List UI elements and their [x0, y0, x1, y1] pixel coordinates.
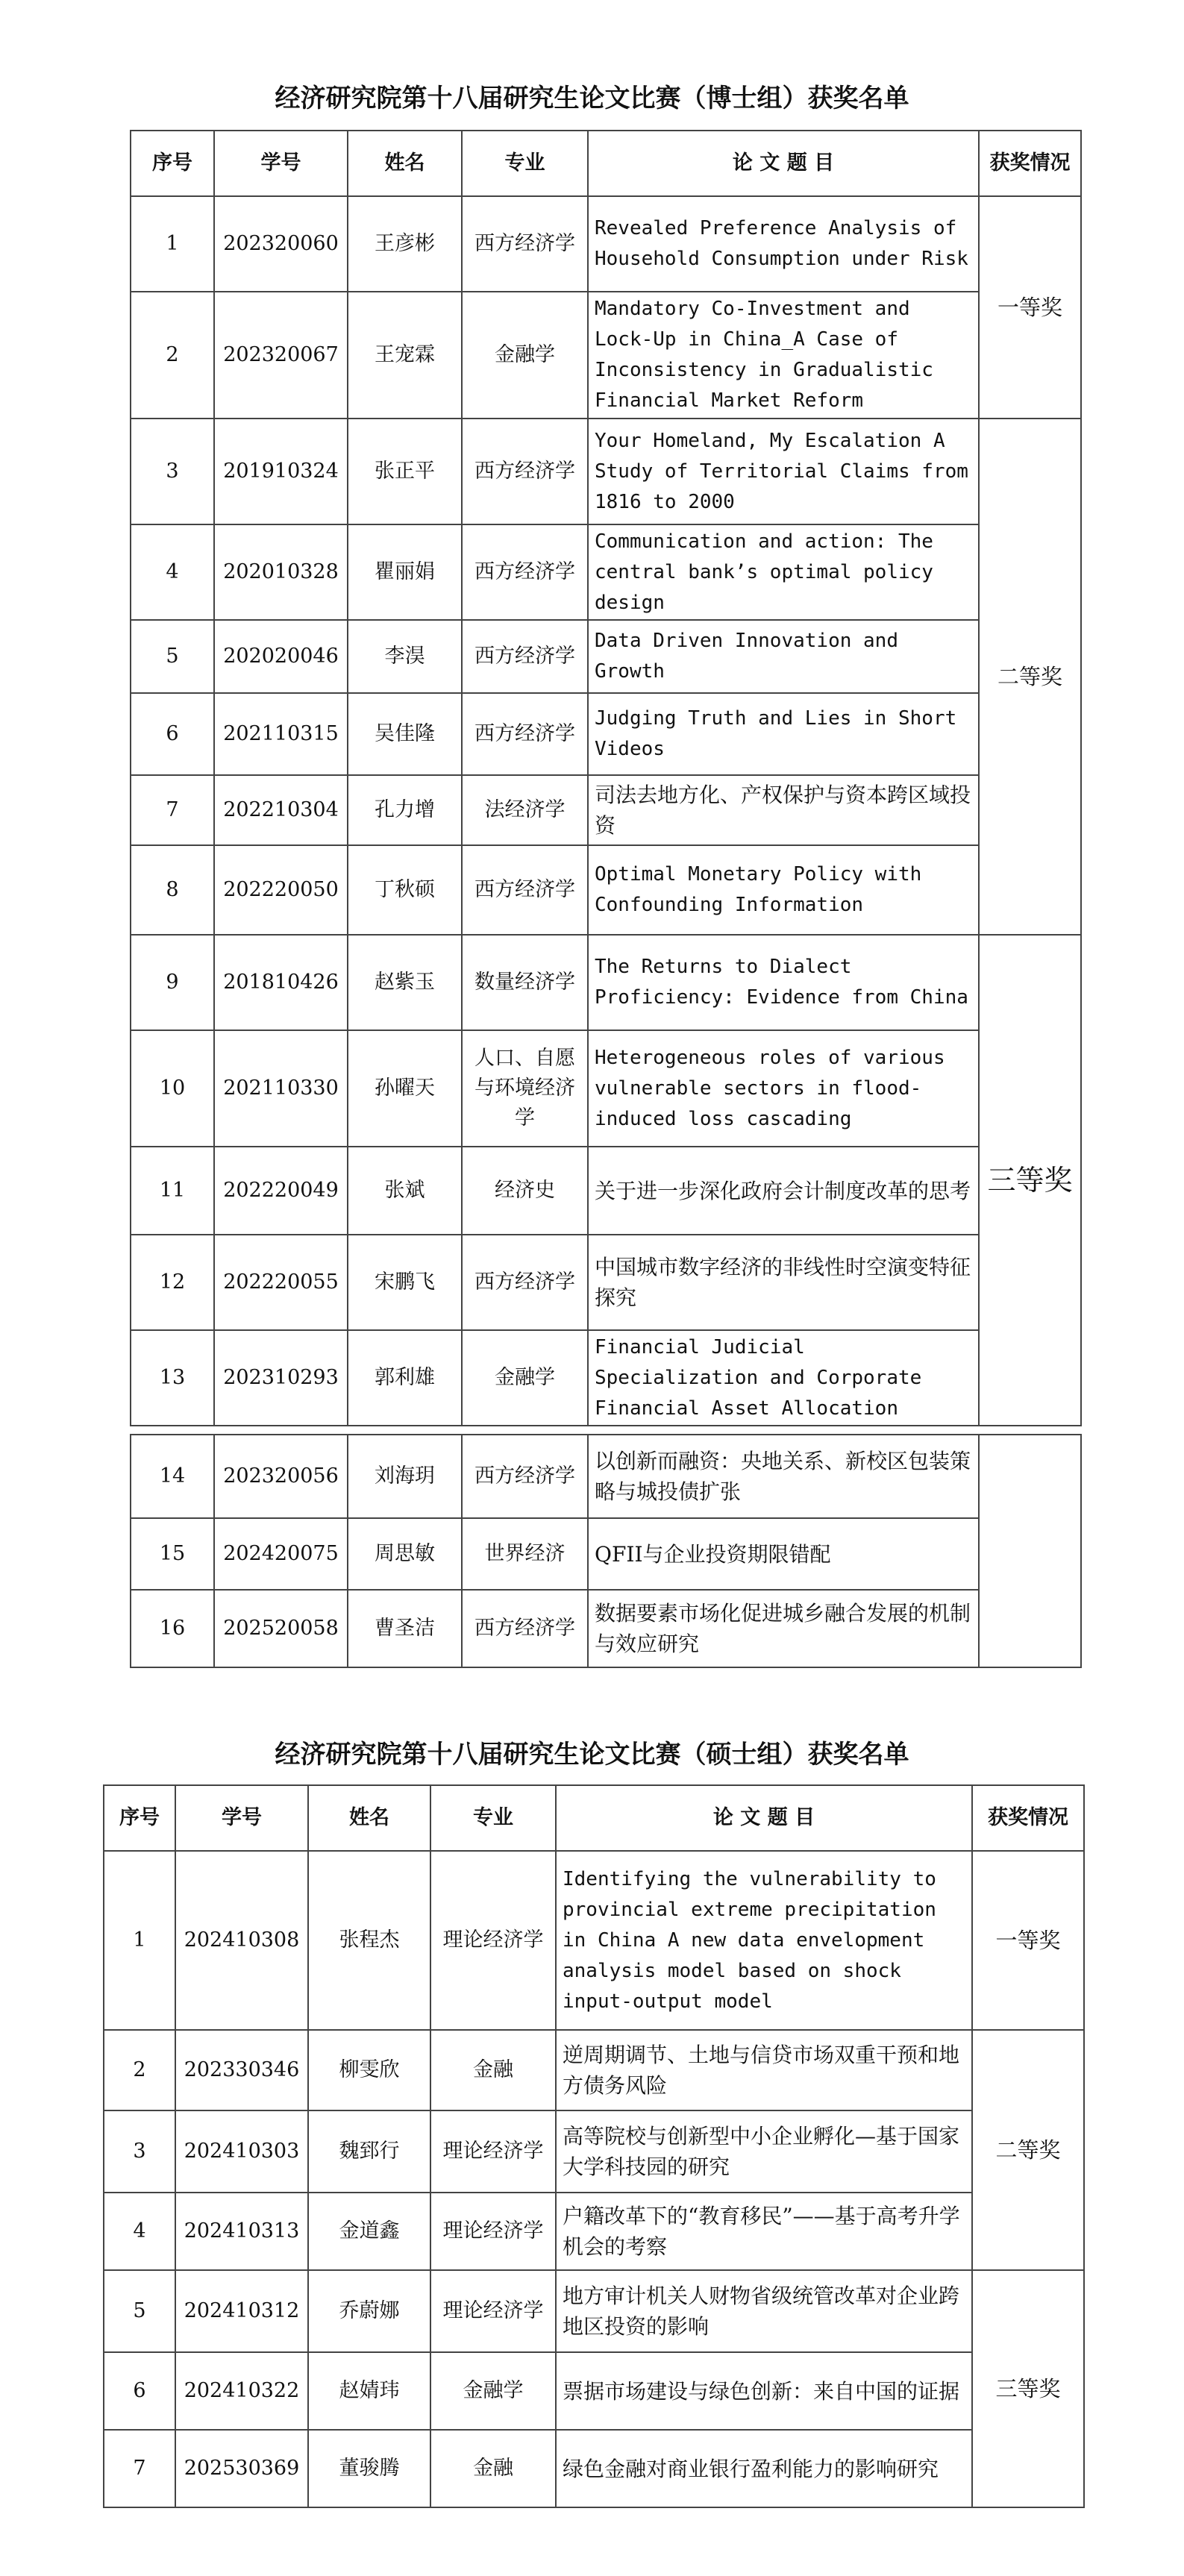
row-paper: 以创新而融资：央地关系、新校区包装策略与城投债扩张 — [588, 1435, 979, 1518]
row-paper: 司法去地方化、产权保护与资本跨区域投资 — [588, 775, 979, 845]
row-major: 金融学 — [462, 1330, 588, 1426]
row-major: 西方经济学 — [462, 620, 588, 693]
row-major: 西方经济学 — [462, 196, 588, 292]
row-name: 张程杰 — [308, 1851, 430, 2030]
row-major: 西方经济学 — [462, 1435, 588, 1518]
row-name: 柳雯欣 — [308, 2030, 430, 2110]
table-row — [131, 1590, 1081, 1667]
row-name: 孔力增 — [348, 775, 462, 845]
header-name: 姓名 — [308, 1785, 430, 1851]
row-student-id: 202020046 — [214, 620, 348, 693]
row-name: 宋鹏飞 — [348, 1235, 462, 1330]
table-row — [131, 693, 1081, 775]
master-header-row — [104, 1785, 1084, 1851]
row-paper: 户籍改革下的“教育移民”——基于高考升学机会的考察 — [556, 2193, 972, 2270]
gap-cell — [131, 1426, 1081, 1435]
row-student-id: 202320056 — [214, 1435, 348, 1518]
table-row — [131, 524, 1081, 620]
row-student-id: 202220050 — [214, 845, 348, 935]
row-paper: QFII与企业投资期限错配 — [588, 1518, 979, 1590]
row-paper: 逆周期调节、土地与信贷市场双重干预和地方债务风险 — [556, 2030, 972, 2110]
table-row — [131, 1435, 1081, 1518]
row-major: 西方经济学 — [462, 693, 588, 775]
row-student-id: 202220049 — [214, 1147, 348, 1235]
row-major: 经济史 — [462, 1147, 588, 1235]
row-student-id: 201910324 — [214, 419, 348, 524]
row-student-id: 202530369 — [175, 2430, 308, 2507]
row-no: 6 — [131, 693, 214, 775]
row-paper: Communication and action: The central bank’s optimal policy design — [588, 524, 979, 620]
row-major: 西方经济学 — [462, 1235, 588, 1330]
row-no: 9 — [131, 935, 214, 1030]
row-no: 1 — [131, 196, 214, 292]
row-name: 赵婧玮 — [308, 2352, 430, 2430]
header-no: 序号 — [131, 131, 214, 196]
row-student-id: 202010328 — [214, 524, 348, 620]
row-student-id: 202310293 — [214, 1330, 348, 1426]
row-no: 5 — [104, 2270, 175, 2352]
row-no: 11 — [131, 1147, 214, 1235]
row-no: 13 — [131, 1330, 214, 1426]
row-no: 4 — [131, 524, 214, 620]
row-major: 理论经济学 — [430, 2193, 556, 2270]
award-first: 一等奖 — [979, 196, 1081, 419]
row-name: 张斌 — [348, 1147, 462, 1235]
row-student-id: 202320067 — [214, 292, 348, 419]
row-student-id: 202410313 — [175, 2193, 308, 2270]
table-row — [131, 620, 1081, 693]
header-name: 姓名 — [348, 131, 462, 196]
phd-award-table — [130, 130, 1082, 1668]
row-paper: 关于进一步深化政府会计制度改革的思考 — [588, 1147, 979, 1235]
row-paper: 绿色金融对商业银行盈利能力的影响研究 — [556, 2430, 972, 2507]
row-major: 金融 — [430, 2430, 556, 2507]
row-no: 1 — [104, 1851, 175, 2030]
row-student-id: 202320060 — [214, 196, 348, 292]
row-name: 王宠霖 — [348, 292, 462, 419]
table-row — [131, 845, 1081, 935]
row-no: 8 — [131, 845, 214, 935]
row-student-id: 202110330 — [214, 1030, 348, 1147]
row-no: 7 — [131, 775, 214, 845]
row-paper: 高等院校与创新型中小企业孵化—基于国家大学科技园的研究 — [556, 2110, 972, 2193]
row-no: 10 — [131, 1030, 214, 1147]
header-paper: 论 文 题 目 — [556, 1785, 972, 1851]
row-major: 理论经济学 — [430, 2270, 556, 2352]
table-row — [104, 2352, 1084, 2430]
row-major: 法经济学 — [462, 775, 588, 845]
award-third: 三等奖 — [979, 935, 1081, 1426]
table-row — [131, 292, 1081, 419]
row-paper: The Returns to Dialect Proficiency: Evidence from China — [588, 935, 979, 1030]
row-major: 西方经济学 — [462, 845, 588, 935]
table-row — [131, 1330, 1081, 1426]
row-student-id: 202220055 — [214, 1235, 348, 1330]
row-no: 6 — [104, 2352, 175, 2430]
award-first: 一等奖 — [972, 1851, 1084, 2030]
row-major: 理论经济学 — [430, 1851, 556, 2030]
row-name: 金道鑫 — [308, 2193, 430, 2270]
row-name: 王彦彬 — [348, 196, 462, 292]
row-no: 2 — [104, 2030, 175, 2110]
header-no: 序号 — [104, 1785, 175, 1851]
row-student-id: 202410312 — [175, 2270, 308, 2352]
row-name: 乔蔚娜 — [308, 2270, 430, 2352]
row-paper: Mandatory Co-Investment and Lock-Up in China_A Case of Inconsistency in Gradualistic Financial Market Reform — [588, 292, 979, 419]
row-paper: Heterogeneous roles of various vulnerable sectors in flood-induced loss cascading — [588, 1030, 979, 1147]
row-no: 7 — [104, 2430, 175, 2507]
row-major: 数量经济学 — [462, 935, 588, 1030]
table-row — [104, 1851, 1084, 2030]
table-row — [104, 2110, 1084, 2193]
row-name: 董骏腾 — [308, 2430, 430, 2507]
table-row — [104, 2270, 1084, 2352]
row-paper: Optimal Monetary Policy with Confounding Information — [588, 845, 979, 935]
table-row — [131, 1235, 1081, 1330]
award-empty — [979, 1435, 1081, 1667]
header-id: 学号 — [175, 1785, 308, 1851]
header-award: 获奖情况 — [972, 1785, 1084, 1851]
row-student-id: 202330346 — [175, 2030, 308, 2110]
table-row — [104, 2430, 1084, 2507]
header-id: 学号 — [214, 131, 348, 196]
header-paper: 论 文 题 目 — [588, 131, 979, 196]
row-paper: 数据要素市场化促进城乡融合发展的机制与效应研究 — [588, 1590, 979, 1667]
row-student-id: 202520058 — [214, 1590, 348, 1667]
award-second: 二等奖 — [979, 419, 1081, 935]
row-major: 西方经济学 — [462, 419, 588, 524]
row-name: 瞿丽娟 — [348, 524, 462, 620]
table-row — [104, 2030, 1084, 2110]
row-major: 西方经济学 — [462, 1590, 588, 1667]
table-row — [131, 935, 1081, 1030]
row-student-id: 202110315 — [214, 693, 348, 775]
row-paper: 票据市场建设与绿色创新：来自中国的证据 — [556, 2352, 972, 2430]
header-award: 获奖情况 — [979, 131, 1081, 196]
phd-header-row — [131, 131, 1081, 196]
table-row — [131, 196, 1081, 292]
award-third: 三等奖 — [972, 2270, 1084, 2507]
row-major: 西方经济学 — [462, 524, 588, 620]
row-major: 世界经济 — [462, 1518, 588, 1590]
row-paper: 地方审计机关人财物省级统管改革对企业跨地区投资的影响 — [556, 2270, 972, 2352]
row-student-id: 202410322 — [175, 2352, 308, 2430]
row-paper: 中国城市数字经济的非线性时空演变特征探究 — [588, 1235, 979, 1330]
row-paper: Data Driven Innovation and Growth — [588, 620, 979, 693]
row-no: 15 — [131, 1518, 214, 1590]
row-no: 3 — [104, 2110, 175, 2193]
header-major: 专业 — [430, 1785, 556, 1851]
row-paper: Revealed Preference Analysis of Household Consumption under Risk — [588, 196, 979, 292]
row-paper: Identifying the vulnerability to provincial extreme precipitation in China A new data envelopment analysis model based on shock input-output model — [556, 1851, 972, 2030]
table-row — [131, 1518, 1081, 1590]
row-name: 刘海玥 — [348, 1435, 462, 1518]
row-major: 人口、自愿与环境经济学 — [462, 1030, 588, 1147]
table-row — [131, 1147, 1081, 1235]
row-major: 金融 — [430, 2030, 556, 2110]
row-student-id: 202210304 — [214, 775, 348, 845]
row-no: 3 — [131, 419, 214, 524]
table-row — [104, 2193, 1084, 2270]
row-name: 丁秋硕 — [348, 845, 462, 935]
table-row — [131, 775, 1081, 845]
row-no: 5 — [131, 620, 214, 693]
phd-table-title: 经济研究院第十八届研究生论文比赛（博士组）获奖名单 — [275, 84, 909, 113]
row-student-id: 201810426 — [214, 935, 348, 1030]
row-name: 郭利雄 — [348, 1330, 462, 1426]
row-paper: Your Homeland, My Escalation A Study of Territorial Claims from 1816 to 2000 — [588, 419, 979, 524]
row-no: 14 — [131, 1435, 214, 1518]
row-name: 李淏 — [348, 620, 462, 693]
row-no: 2 — [131, 292, 214, 419]
row-name: 吴佳隆 — [348, 693, 462, 775]
row-major: 金融学 — [430, 2352, 556, 2430]
row-name: 赵紫玉 — [348, 935, 462, 1030]
row-name: 周思敏 — [348, 1518, 462, 1590]
row-name: 魏郅行 — [308, 2110, 430, 2193]
row-name: 张正平 — [348, 419, 462, 524]
row-no: 16 — [131, 1590, 214, 1667]
row-no: 12 — [131, 1235, 214, 1330]
award-second: 二等奖 — [972, 2030, 1084, 2270]
master-award-table — [103, 1784, 1085, 2508]
row-name: 曹圣洁 — [348, 1590, 462, 1667]
row-no: 4 — [104, 2193, 175, 2270]
table-row — [131, 419, 1081, 524]
row-major: 金融学 — [462, 292, 588, 419]
row-student-id: 202410303 — [175, 2110, 308, 2193]
row-student-id: 202410308 — [175, 1851, 308, 2030]
row-major: 理论经济学 — [430, 2110, 556, 2193]
table-gap — [131, 1426, 1081, 1435]
row-paper: Judging Truth and Lies in Short Videos — [588, 693, 979, 775]
master-table-title: 经济研究院第十八届研究生论文比赛（硕士组）获奖名单 — [275, 1740, 909, 1770]
row-paper: Financial Judicial Specialization and Corporate Financial Asset Allocation — [588, 1330, 979, 1426]
header-major: 专业 — [462, 131, 588, 196]
table-row — [131, 1030, 1081, 1147]
row-student-id: 202420075 — [214, 1518, 348, 1590]
row-name: 孙曜天 — [348, 1030, 462, 1147]
